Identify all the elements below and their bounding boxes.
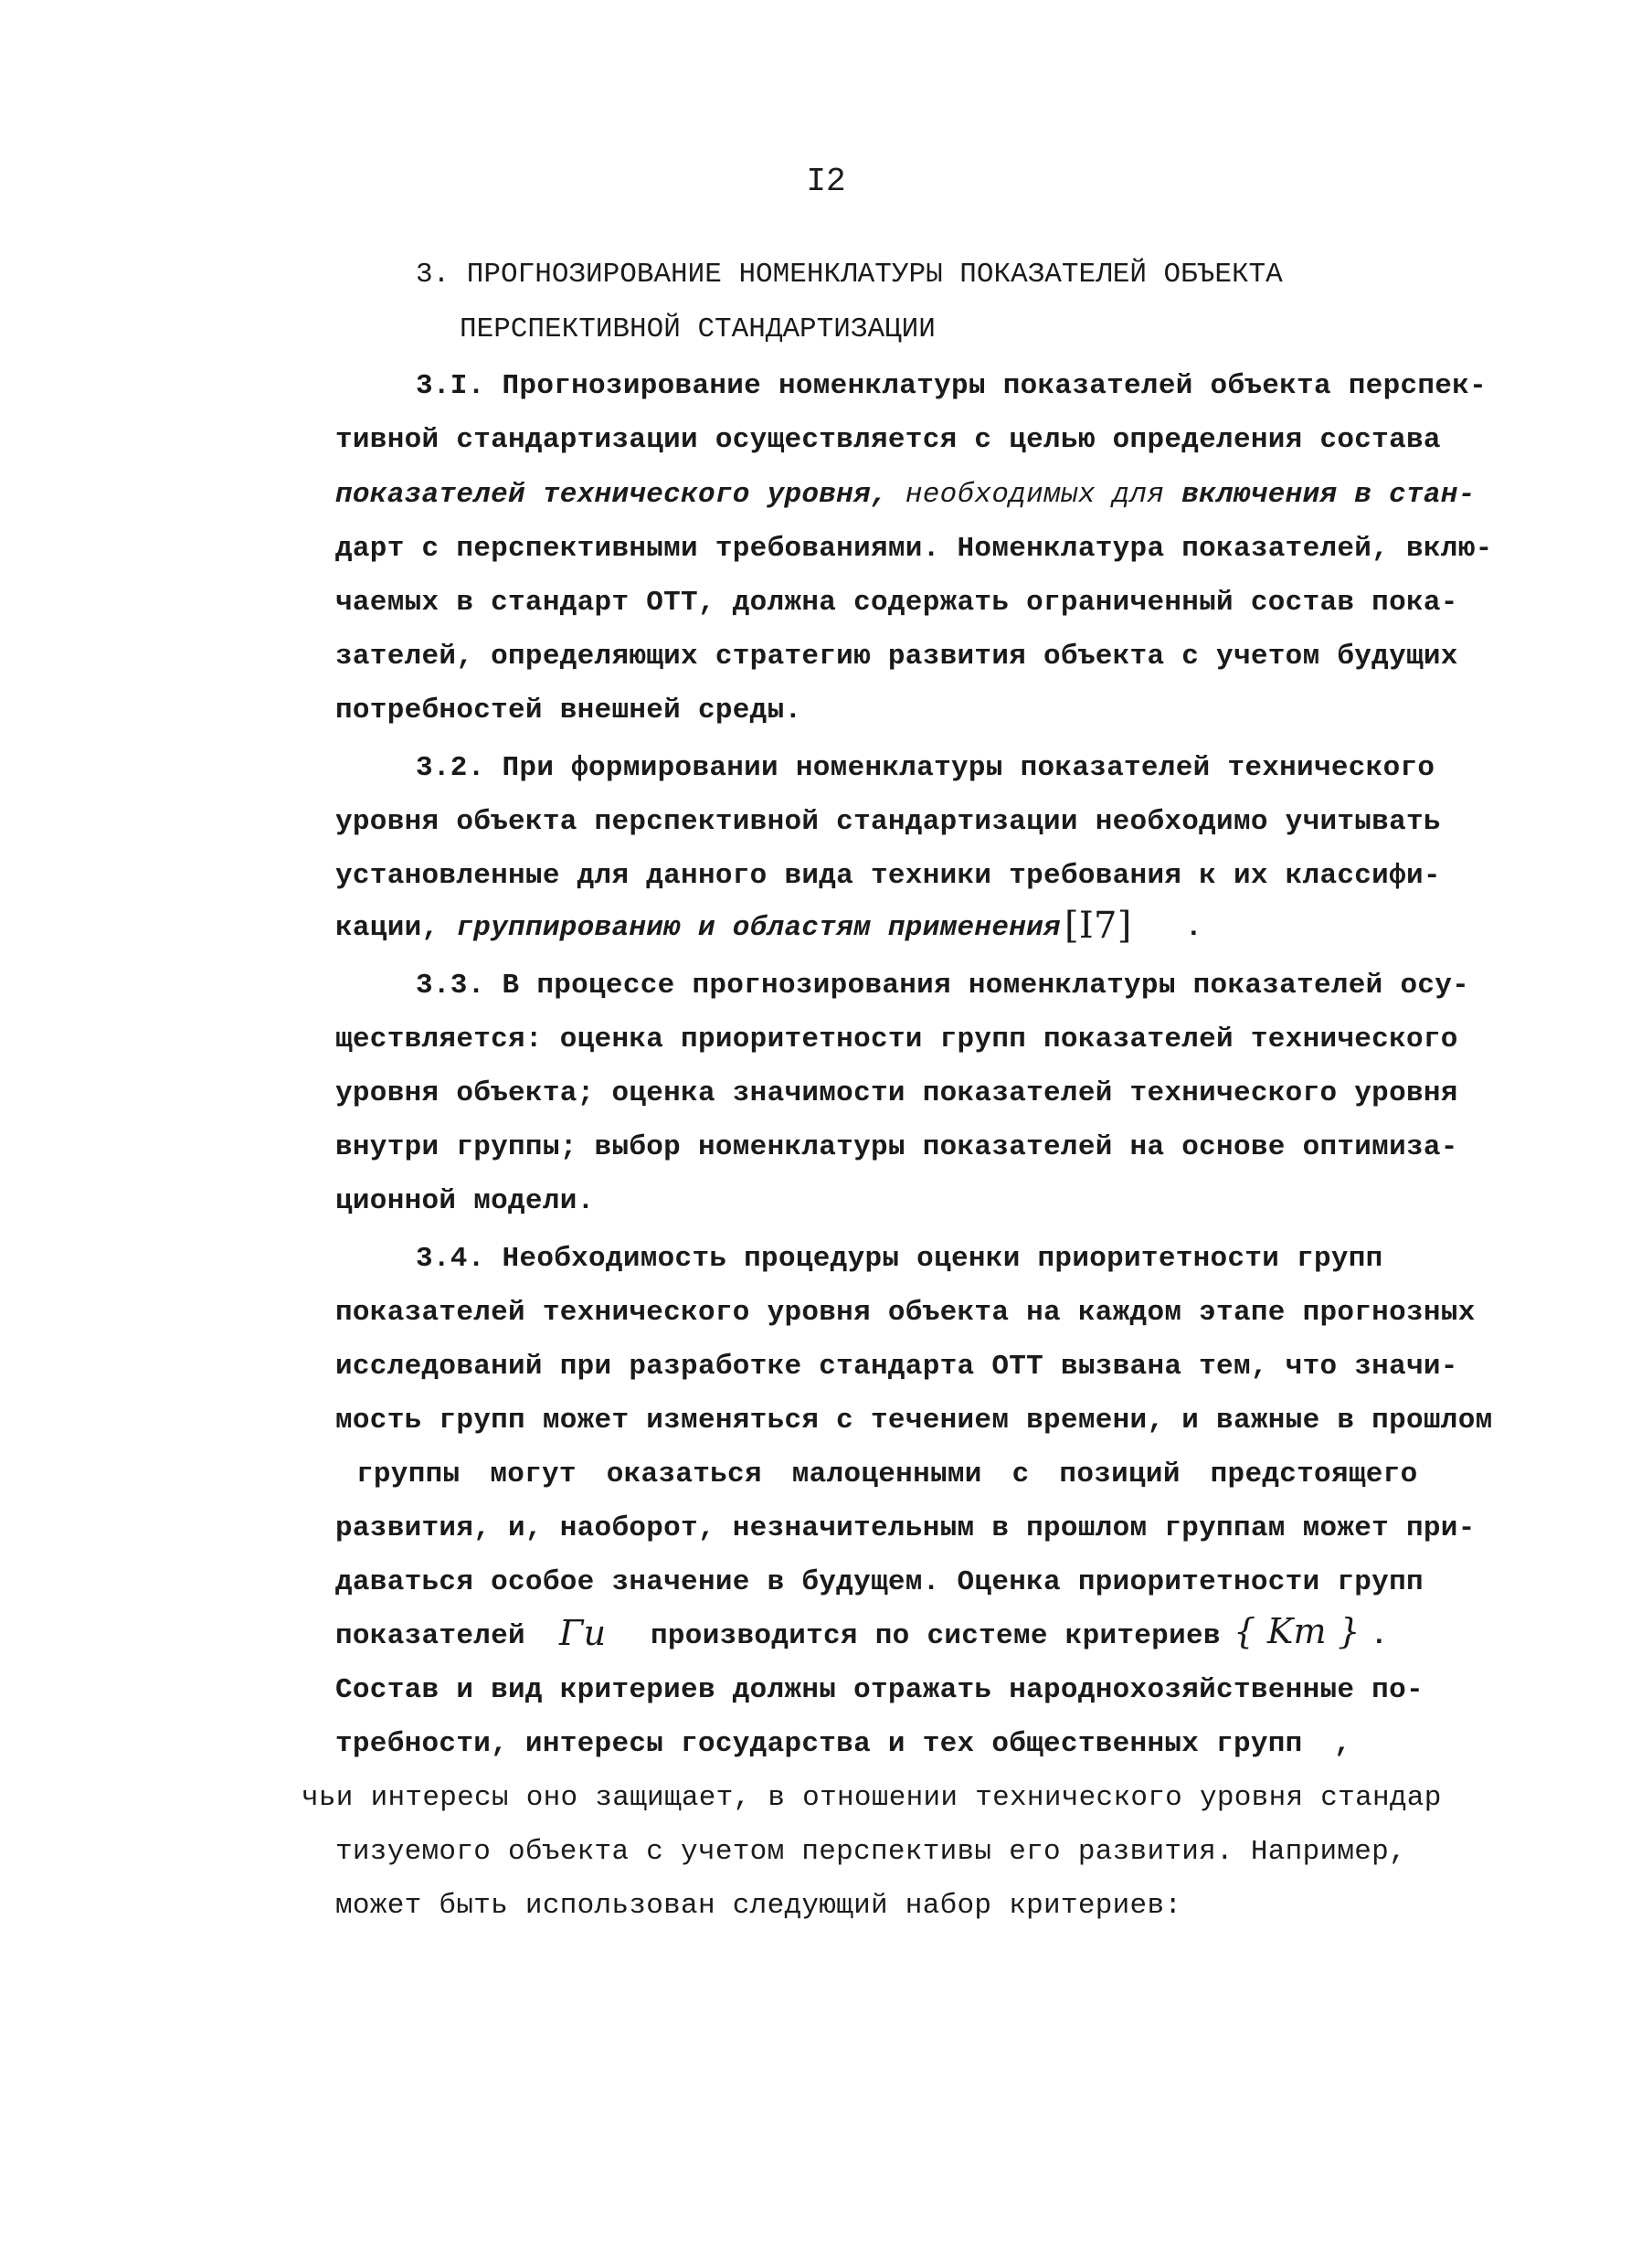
p34-line-10b: , [1334,1728,1351,1760]
gamma-symbol: Γи [559,1613,607,1653]
p34-line-7: даваться особое значение в будущем. Оценка приоритетности групп [335,1566,1424,1598]
p31-line-3c: включения в стан- [1181,479,1476,511]
p32-line-1: 3.2. При формировании номенклатуры показателей технического [416,752,1435,784]
p32-line-3: установленные для данного вида техники требования к их классифи- [335,860,1441,892]
p34-line-5: группы могут оказаться малоценными с позиций предстоящего [356,1458,1418,1490]
p32-line-4 [335,912,1061,944]
p34-line-8b: производится по системе критериев [651,1620,1221,1652]
page-number: I2 [806,163,846,200]
p32-line-2: уровня объекта перспективной стандартизации необходимо учитывать [335,806,1441,838]
p34-line-8a: показателей [335,1620,525,1652]
p34-line-11: чьи интересы оно защищает, в отношении технического уровня стандар [302,1782,1442,1814]
p34-line-4: мость групп может изменяться с течением времени, и важные в прошлом [335,1405,1493,1437]
p32-line-4a: кации, [335,912,457,944]
section-heading-line-2: ПЕРСПЕКТИВНОЙ СТАНДАРТИЗАЦИИ [460,313,936,345]
p31-line-3 [335,479,1476,511]
p31-line-7: потребностей внешней среды. [335,695,802,726]
p33-line-2: ществляется: оценка приоритетности групп показателей технического [335,1023,1458,1055]
p31-line-3b: необходимых для [905,479,1182,511]
p32-line-4b: группированию и областям применения [456,912,1061,944]
p33-line-3: уровня объекта; оценка значимости показателей технического уровня [335,1077,1458,1109]
p34-line-13: может быть использован следующий набор критериев: [335,1890,1182,1922]
reference-17: [I7] [1064,905,1132,947]
p33-line-1: 3.3. В процессе прогнозирования номенклатуры показателей осу- [416,970,1470,1002]
p34-line-9: Состав и вид критериев должны отражать народнохозяйственные по- [335,1674,1424,1706]
p34-line-10a: требности, интересы государства и тех общественных групп [335,1728,1303,1760]
p34-line-8-end: . [1371,1620,1388,1652]
p34-line-2: показателей технического уровня объекта на каждом этапе прогнозных [335,1297,1476,1329]
p31-line-4: дарт с перспективными требованиями. Номенклатура показателей, вклю- [335,533,1493,565]
p31-line-1: 3.I. Прогнозирование номенклатуры показателей объекта перспек- [416,370,1487,402]
p31-line-5: чаемых в стандарт ОТТ, должна содержать ограниченный состав пока- [335,587,1458,619]
p31-line-3a: показателей технического уровня, [335,479,905,511]
criteria-set: { Km } [1234,1611,1361,1651]
p31-line-2: тивной стандартизации осуществляется с целью определения состава [335,424,1441,456]
p34-line-3: исследований при разработке стандарта ОТТ вызвана тем, что значи- [335,1351,1458,1383]
p32-line-4-end: . [1185,912,1202,944]
section-heading-line-1: 3. ПРОГНОЗИРОВАНИЕ НОМЕНКЛАТУРЫ ПОКАЗАТЕЛЕЙ ОБЪЕКТА [416,259,1283,291]
p31-line-6: зателей, определяющих стратегию развития объекта с учетом будущих [335,641,1458,673]
p33-line-4: внутри группы; выбор номенклатуры показателей на основе оптимиза- [335,1131,1458,1163]
p34-line-1: 3.4. Необходимость процедуры оценки приоритетности групп [416,1243,1383,1275]
p33-line-5: ционной модели. [335,1185,595,1217]
p34-line-12: тизуемого объекта с учетом перспективы его развития. Например, [335,1836,1406,1868]
p34-line-6: развития, и, наоборот, незначительным в прошлом группам может при- [335,1512,1476,1544]
